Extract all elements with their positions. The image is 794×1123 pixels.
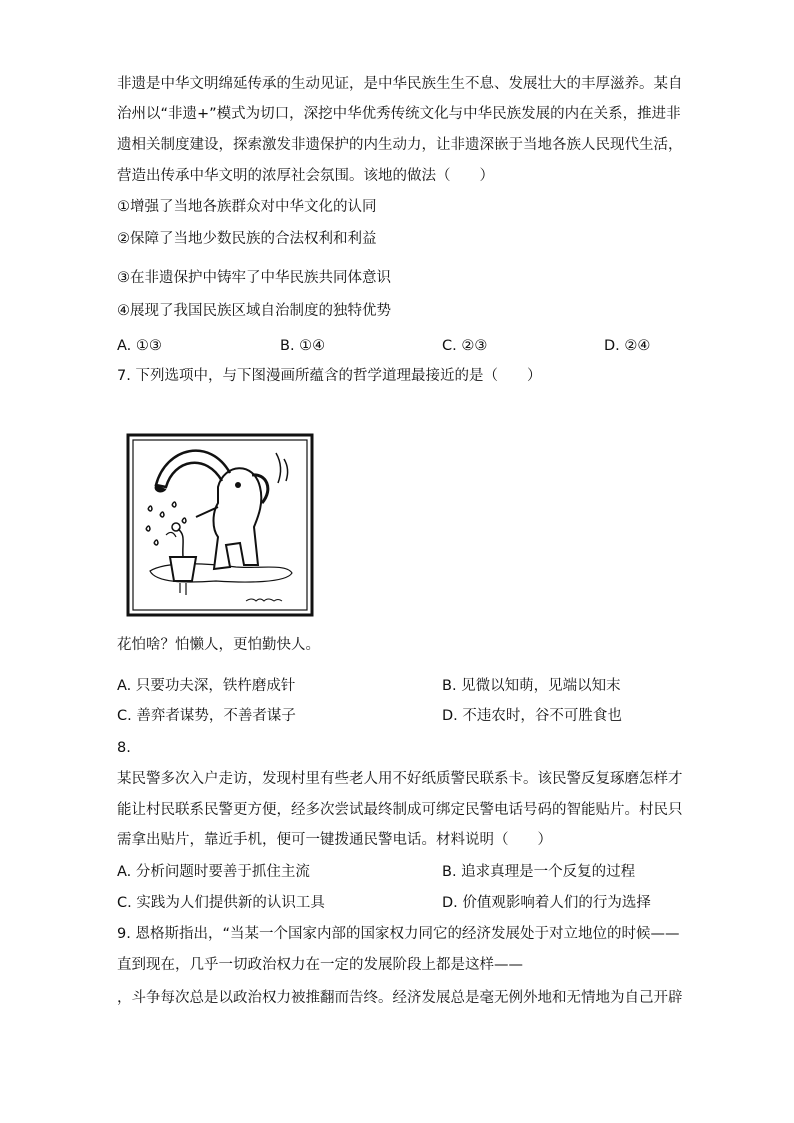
- q8-option-b: B. 追求真理是一个反复的过程: [442, 864, 636, 880]
- q6-statement-4: ④展现了我国民族区域自治制度的独特优势: [117, 303, 391, 319]
- cartoon-drawing: [126, 433, 314, 617]
- q6-statement-1: ①增强了当地各族群众对中华文化的认同: [117, 199, 377, 215]
- q7-option-b: B. 见微以知萌，见端以知末: [442, 678, 621, 694]
- q9-stem-line-1: 9. 恩格斯指出，“当某一个国家内部的国家权力同它的经济发展处于对立地位的时候——: [117, 926, 680, 942]
- q6-stem-line-4: 营造出传承中华文明的浓厚社会氛围。该地的做法（ ）: [117, 168, 494, 184]
- q6-stem-line-3: 遗相关制度建设，探索激发非遗保护的内生动力，让非遗深嵌于当地各族人民现代生活，: [117, 137, 683, 153]
- q6-statement-3: ③在非遗保护中铸牢了中华民族共同体意识: [117, 270, 391, 286]
- q9-stem-line-2: 直到现在，几乎一切政治权力在一定的发展阶段上都是这样——: [117, 957, 523, 973]
- q6-option-b: B. ①④: [280, 338, 326, 354]
- q7-stem: 7. 下列选项中，与下图漫画所蕴含的哲学道理最接近的是（ ）: [117, 368, 542, 384]
- q8-option-d: D. 价值观影响着人们的行为选择: [442, 895, 651, 911]
- q7-option-d: D. 不违农时，谷不可胜食也: [442, 708, 622, 724]
- q7-option-a: A. 只要功夫深，铁杵磨成针: [117, 678, 296, 694]
- q8-option-c: C. 实践为人们提供新的认识工具: [117, 895, 325, 911]
- q8-stem-line-3: 需拿出贴片，靠近手机，便可一键拨通民警电话。材料说明（ ）: [117, 832, 552, 848]
- q9-stem-line-3: ，斗争每次总是以政治权力被推翻而告终。经济发展总是毫无例外地和无情地为自己开辟: [117, 990, 683, 1006]
- q7-option-c: C. 善弈者谋势，不善者谋子: [117, 708, 296, 724]
- q6-option-c: C. ②③: [442, 338, 488, 354]
- q6-option-d: D. ②④: [604, 338, 651, 354]
- q8-number: 8.: [117, 740, 131, 756]
- q8-stem-line-2: 能让村民联系民警更方便，经多次尝试最终制成可绑定民警电话号码的智能贴片。村民只: [117, 802, 683, 818]
- q6-option-a: A. ①③: [117, 338, 162, 354]
- cartoon-image: [126, 433, 314, 617]
- q6-statement-2: ②保障了当地少数民族的合法权利和利益: [117, 231, 377, 247]
- q7-cartoon-caption: 花怕啥？怕懒人，更怕勤快人。: [117, 637, 320, 653]
- q6-stem-line-1: 非遗是中华文明绵延传承的生动见证，是中华民族生生不息、发展壮大的丰厚滋养。某自: [117, 76, 683, 92]
- q6-stem-line-2: 治州以“非遗+”模式为切口，深挖中华优秀传统文化与中华民族发展的内在关系，推进非: [117, 106, 681, 122]
- q8-stem-line-1: 某民警多次入户走访，发现村里有些老人用不好纸质警民联系卡。该民警反复琢磨怎样才: [117, 771, 683, 787]
- q8-option-a: A. 分析问题时要善于抓住主流: [117, 864, 310, 880]
